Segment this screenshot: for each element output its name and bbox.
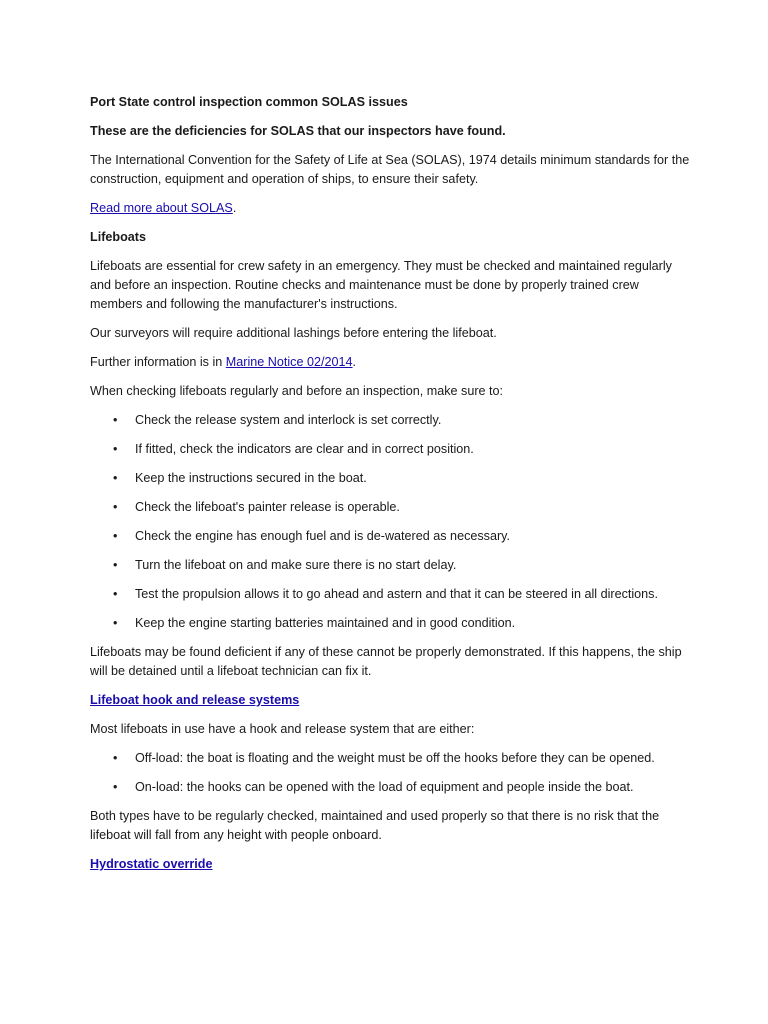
further-info-suffix: . [352,355,357,369]
hook-release-link[interactable]: Lifeboat hook and release systems [90,693,300,707]
bullet-icon: • [113,413,118,427]
list-item [90,527,690,546]
bullet-icon: • [113,780,118,794]
list-item [90,440,690,459]
list-item-text: Keep the instructions secured in the boat. [135,471,367,485]
list-item [90,498,690,517]
list-item-text: Test the propulsion allows it to go ahead and astern and that it can be steered in all directions. [135,587,658,601]
list-item [90,585,690,604]
bullet-icon: • [113,751,118,765]
further-info-prefix: Further information is in [90,355,226,369]
hook-release-heading [90,691,690,710]
list-item-text: Check the lifeboat's painter release is operable. [135,500,400,514]
list-item [90,556,690,575]
deficient-note: Lifeboats may be found deficient if any of these cannot be properly demonstrated. If this happens, the ship will be detained until a lifeboat technician can fix it. [90,645,682,678]
list-item [90,749,690,768]
page-title: Port State control inspection common SOLAS issues [90,95,408,109]
lifeboat-checklist [90,411,690,633]
bullet-icon: • [113,471,118,485]
marine-notice-link[interactable]: Marine Notice 02/2014 [225,355,353,369]
bullet-icon: • [113,500,118,514]
lifeboats-paragraph: Lifeboats are essential for crew safety in an emergency. They must be checked and maintained regularly and before an inspection. Routine checks and maintenance must be done by properly trained crew members and following the manufacturer's instructions. [90,259,672,311]
list-item [90,469,690,488]
hook-release-types [90,749,690,797]
hook-release-intro: Most lifeboats in use have a hook and release system that are either: [90,722,475,736]
bullet-icon: • [113,587,118,601]
hydrostatic-heading [90,855,690,874]
bullet-icon: • [113,529,118,543]
read-more-solas-link[interactable]: Read more about SOLAS [90,201,233,215]
list-item-text: If fitted, check the indicators are clear and in correct position. [135,442,474,456]
list-item-text: Off-load: the boat is floating and the weight must be off the hooks before they can be opened. [135,751,655,765]
further-info-line [90,353,690,372]
list-item-text: On-load: the hooks can be opened with the load of equipment and people inside the boat. [135,780,634,794]
list-item [90,411,690,430]
lashings-paragraph: Our surveyors will require additional lashings before entering the lifeboat. [90,326,497,340]
document-body [90,93,690,884]
lifeboats-heading: Lifeboats [90,230,146,244]
list-item-text: Turn the lifeboat on and make sure there is no start delay. [135,558,457,572]
list-item-text: Keep the engine starting batteries maintained and in good condition. [135,616,516,630]
checklist-intro: When checking lifeboats regularly and before an inspection, make sure to: [90,384,504,398]
bullet-icon: • [113,442,118,456]
list-item [90,778,690,797]
list-item-text: Check the engine has enough fuel and is de-watered as necessary. [135,529,511,543]
read-more-line [90,199,690,218]
list-item [90,614,690,633]
list-item-text: Check the release system and interlock is set correctly. [135,413,442,427]
intro-paragraph: The International Convention for the Safety of Life at Sea (SOLAS), 1974 details minimum standards for the construction, equipment and operation of ships, to ensure their safety. [90,153,690,186]
bullet-icon: • [113,616,118,630]
read-more-suffix: . [232,201,237,215]
bullet-icon: • [113,558,118,572]
hook-release-note: Both types have to be regularly checked, maintained and used properly so that there is no risk that the lifeboat will fall from any height with people onboard. [90,809,660,842]
hydrostatic-override-link[interactable]: Hydrostatic override [90,857,213,871]
page-subtitle: These are the deficiencies for SOLAS that our inspectors have found. [90,124,506,138]
